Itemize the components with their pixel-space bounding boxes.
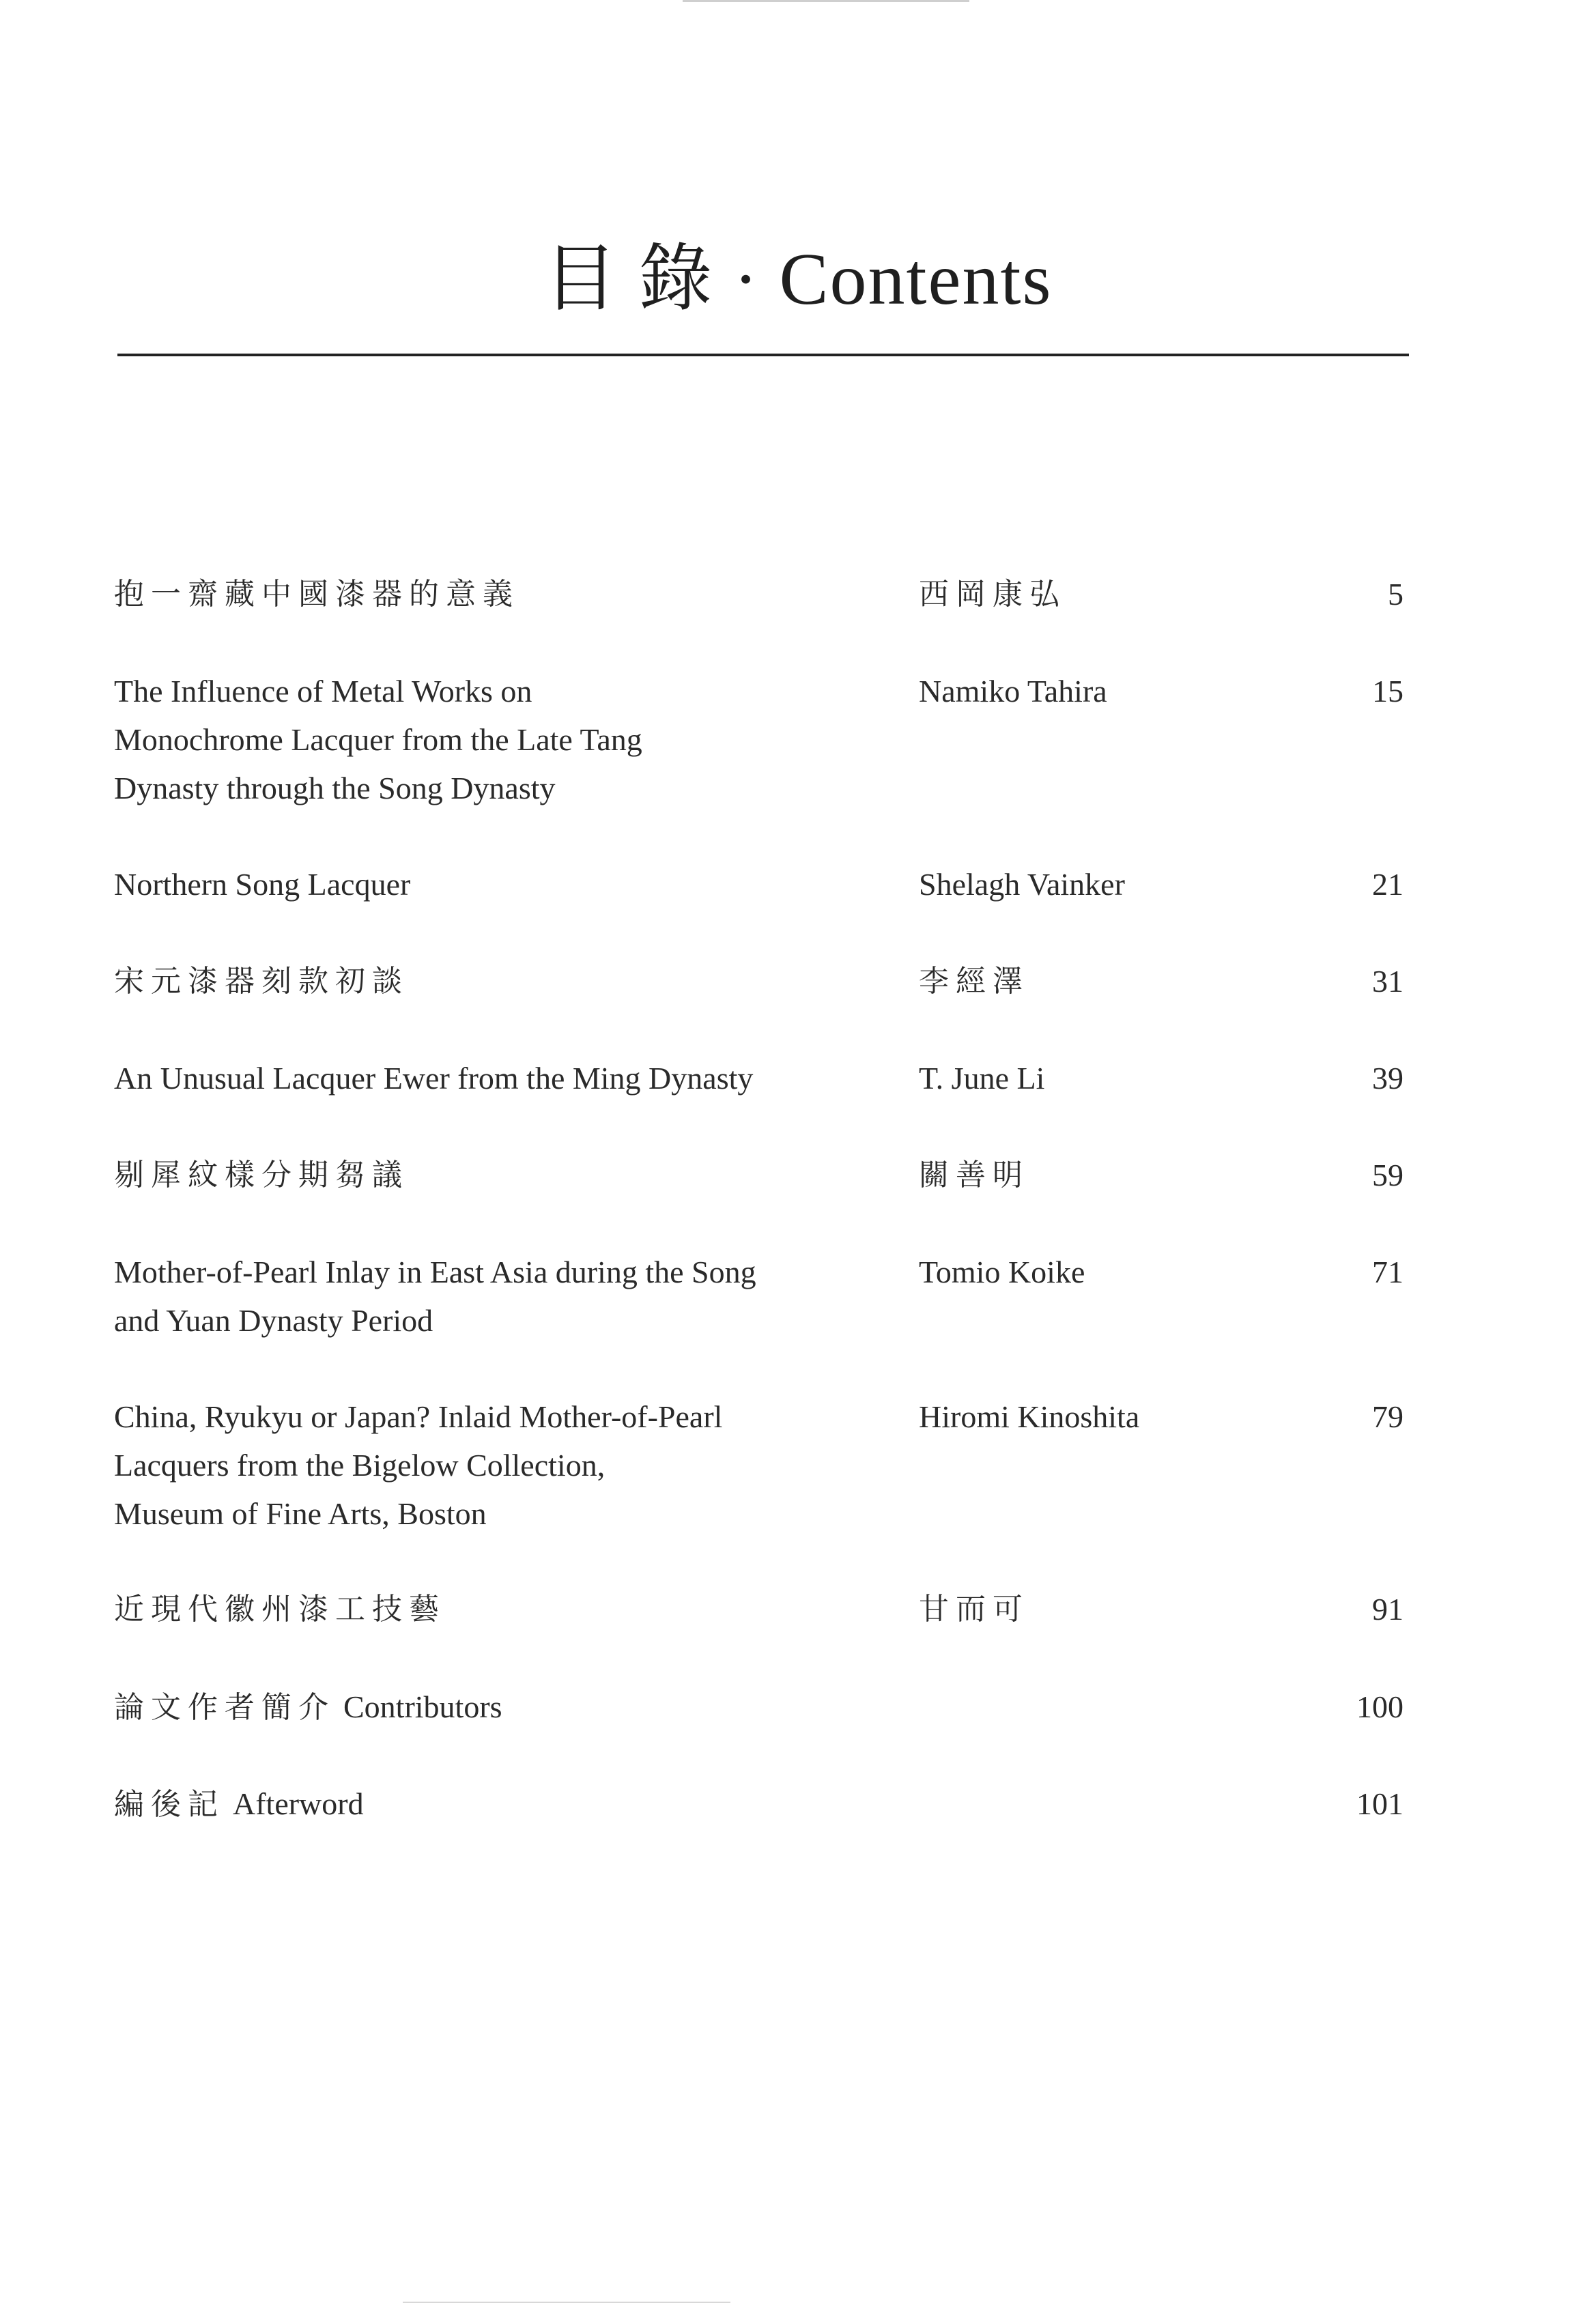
entry-title-line: An Unusual Lacquer Ewer from the Ming Dynasty: [114, 1061, 754, 1096]
entry-title-line: Museum of Fine Arts, Boston: [114, 1496, 487, 1531]
entry-title-line: Northern Song Lacquer: [114, 867, 411, 902]
entry-author: 西岡康弘: [919, 577, 1066, 612]
entry-title: [114, 1683, 892, 1732]
entry-page-number: 100: [1356, 1689, 1403, 1724]
entry-title-line: 宋元漆器刻款初談: [114, 964, 409, 999]
entry-page-number: 21: [1372, 867, 1403, 902]
title-rule: [117, 354, 1409, 356]
entry-title-line: 近現代徽州漆工技藝: [114, 1592, 446, 1627]
entry-title-line: Mother-of-Pearl Inlay in East Asia during the Song: [114, 1255, 756, 1289]
entry-title: [114, 1779, 892, 1829]
entry-title-line: The Influence of Metal Works on: [114, 674, 532, 709]
entry-author: 關善明: [919, 1158, 1029, 1192]
entry-title-suffix: Afterword: [233, 1786, 364, 1821]
entry-title-line: 論文作者簡介: [114, 1690, 335, 1725]
entry-title-line: Dynasty through the Song Dynasty: [114, 771, 556, 805]
entry-author: 甘而可: [919, 1592, 1029, 1627]
entry-title: [114, 1248, 892, 1345]
entry-page-number: 5: [1388, 577, 1403, 612]
entry-author: Hiromi Kinoshita: [919, 1399, 1140, 1434]
entry-author: 李經澤: [919, 964, 1029, 999]
entry-title-line: China, Ryukyu or Japan? Inlaid Mother-of-Pearl: [114, 1399, 723, 1434]
entry-page-number: 31: [1372, 964, 1403, 999]
entry-title-line: Lacquers from the Bigelow Collection,: [114, 1448, 605, 1483]
entry-page-number: 101: [1356, 1786, 1403, 1821]
entry-title: [114, 570, 892, 618]
entry-title: [114, 1054, 892, 1102]
page-title: 目 錄 · Contents: [543, 239, 1053, 320]
entry-title: [114, 667, 892, 812]
entry-title: [114, 1151, 892, 1199]
entry-title: [114, 860, 892, 909]
entry-author: Tomio Koike: [919, 1255, 1085, 1289]
entry-page-number: 59: [1372, 1158, 1403, 1192]
entry-page-number: 79: [1372, 1399, 1403, 1434]
entry-page-number: 71: [1372, 1255, 1403, 1289]
entry-page-number: 91: [1372, 1592, 1403, 1627]
entry-author: Shelagh Vainker: [919, 867, 1125, 902]
entry-page-number: 15: [1372, 674, 1403, 709]
entry-author: T. June Li: [919, 1061, 1045, 1096]
entry-title-line: and Yuan Dynasty Period: [114, 1303, 433, 1338]
entry-author: Namiko Tahira: [919, 674, 1107, 709]
scan-edge-top: [683, 0, 969, 2]
entry-title-line: 抱一齋藏中國漆器的意義: [114, 577, 519, 612]
entry-title: [114, 957, 892, 1005]
entry-title-line: 剔犀紋樣分期芻議: [114, 1158, 409, 1192]
entry-title-suffix: Contributors: [343, 1689, 502, 1724]
entry-title-line: 編後記: [114, 1787, 225, 1822]
entry-title-line: Monochrome Lacquer from the Late Tang: [114, 722, 642, 757]
entry-title: [114, 1392, 892, 1538]
entry-page-number: 39: [1372, 1061, 1403, 1096]
entry-title: [114, 1585, 892, 1633]
